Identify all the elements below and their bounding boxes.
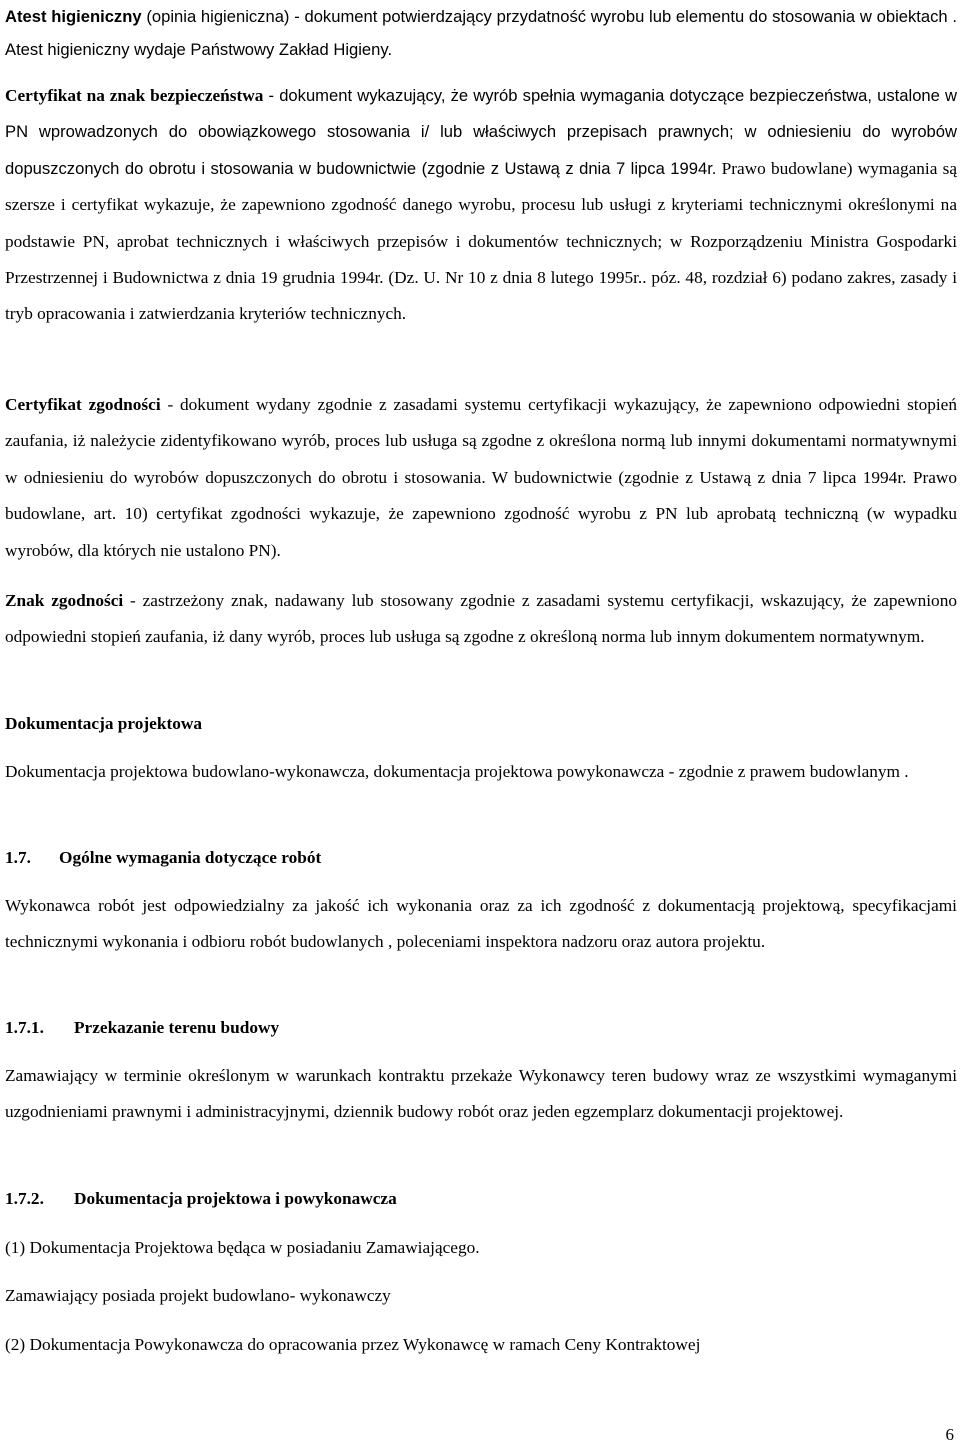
- znak-zgodnosci-term: Znak zgodności: [5, 591, 124, 610]
- page-number: 6: [945, 1425, 954, 1444]
- section-1-7-2-item-1: (1) Dokumentacja Projektowa będąca w posiadaniu Zamawiającego.: [5, 1238, 480, 1257]
- certyfikat-zgodnosci-term: Certyfikat zgodności: [5, 395, 161, 414]
- dokumentacja-heading: Dokumentacja projektowa: [5, 714, 202, 733]
- section-1-7-2-item-2: (2) Dokumentacja Powykonawcza do opracowania przez Wykonawcę w ramach Ceny Kontraktowej: [5, 1335, 701, 1354]
- section-1-7-1-title: Przekazanie terenu budowy: [74, 1018, 280, 1037]
- section-1-7-text: Wykonawca robót jest odpowiedzialny za jakość ich wykonania oraz za ich zgodność z dokumentacją projektową, specyfikacjami technicznymi wykonania i odbioru robót budowlanych , poleceniami inspektora nadzoru oraz autora projektu.: [5, 896, 957, 952]
- certyfikat-bezpieczenstwa-paragraph: [5, 78, 957, 333]
- section-1-7-heading: [5, 840, 957, 876]
- atest-text: (opinia higieniczna) - dokument potwierdzający przydatność wyrobu lub elementu do stosowania w obiektach . Atest higieniczny wydaje Państwowy Zakład Higieny.: [5, 7, 958, 59]
- znak-zgodnosci-paragraph: [5, 583, 957, 656]
- certyfikat-bezpieczenstwa-term: Certyfikat na znak bezpieczeństwa: [5, 86, 264, 105]
- section-1-7-1-number: 1.7.1.: [5, 1018, 44, 1037]
- certyfikat-bezpieczenstwa-text: Prawo budowlane) wymagania są szersze i certyfikat wykazuje, że zapewniono zgodność danego wyrobu, procesu lub usługi z kryteriami technicznymi określonymi na podstawie PN, aprobat technicznych i właściwych przepisów i dokumentów technicznych; w Rozporządzeniu Ministra Gospodarki Przestrzennej i Budownictwa z dnia 19 grudnia 1994r. (Dz. U. Nr 10 z dnia 8 lutego 1995r.. póz. 48, rozdział 6) podano zakres, zasady i tryb opracowania i zatwierdzania kryteriów technicznych.: [5, 158, 957, 324]
- certyfikat-zgodnosci-paragraph: [5, 387, 957, 569]
- section-1-7-number: 1.7.: [5, 848, 31, 867]
- section-1-7-2-title: Dokumentacja projektowa i powykonawcza: [74, 1189, 397, 1208]
- znak-zgodnosci-text: - zastrzeżony znak, nadawany lub stosowany zgodnie z zasadami systemu certyfikacji, wskazujący, że zapewniono odpowiedni stopień zaufania, iż dany wyrób, proces lub usługa są zgodne z określoną norma lub innym dokumentem normatywnym.: [5, 591, 957, 647]
- certyfikat-bezpieczenstwa-text-sans: - dokument wykazujący, że wyrób spełnia wymagania dotyczące bezpieczeństwa, ustalone w PN wprowadzonych do obowiązkowego stosowania i/ lub właściwych przepisach prawnych; w odniesieniu do wyrobów dopuszczonych do obrotu i stosowania w budownictwie (zgodnie z Ustawą z dnia 7 lipca 1994r.: [5, 86, 958, 178]
- section-1-7-1-text: Zamawiający w terminie określonym w warunkach kontraktu przekaże Wykonawcy teren budowy wraz ze wszystkimi wymaganymi uzgodnieniami prawnymi i administracyjnymi, dziennik budowy robót oraz jeden egzemplarz dokumentacji projektowej.: [5, 1066, 957, 1122]
- section-1-7-2-item-1-text: Zamawiający posiada projekt budowlano- wykonawczy: [5, 1286, 391, 1305]
- dokumentacja-text: Dokumentacja projektowa budowlano-wykonawcza, dokumentacja projektowa powykonawcza - zgodnie z prawem budowlanym .: [5, 762, 909, 781]
- section-1-7-2-number: 1.7.2.: [5, 1189, 44, 1208]
- section-1-7-2-heading: [5, 1181, 957, 1217]
- section-1-7-1-heading: [5, 1010, 957, 1046]
- section-1-7-title: Ogólne wymagania dotyczące robót: [59, 848, 322, 867]
- atest-paragraph: [5, 0, 957, 66]
- certyfikat-zgodnosci-text: - dokument wydany zgodnie z zasadami systemu certyfikacji wykazujący, że zapewniono odpowiedni stopień zaufania, iż należycie zidentyfikowano wyrób, proces lub usługa są zgodne z określona normą lub innymi dokumentami normatywnymi w odniesieniu do wyrobów dopuszczonych do obrotu i stosowania. W budownictwie (zgodnie z Ustawą z dnia 7 lipca 1994r. Prawo budowlane, art. 10) certyfikat zgodności wykazuje, że zapewniono zgodność wyrobu z PN lub aprobatą techniczną (w wypadku wyrobów, dla których nie ustalono PN).: [5, 395, 957, 560]
- atest-term: Atest higieniczny: [5, 7, 142, 26]
